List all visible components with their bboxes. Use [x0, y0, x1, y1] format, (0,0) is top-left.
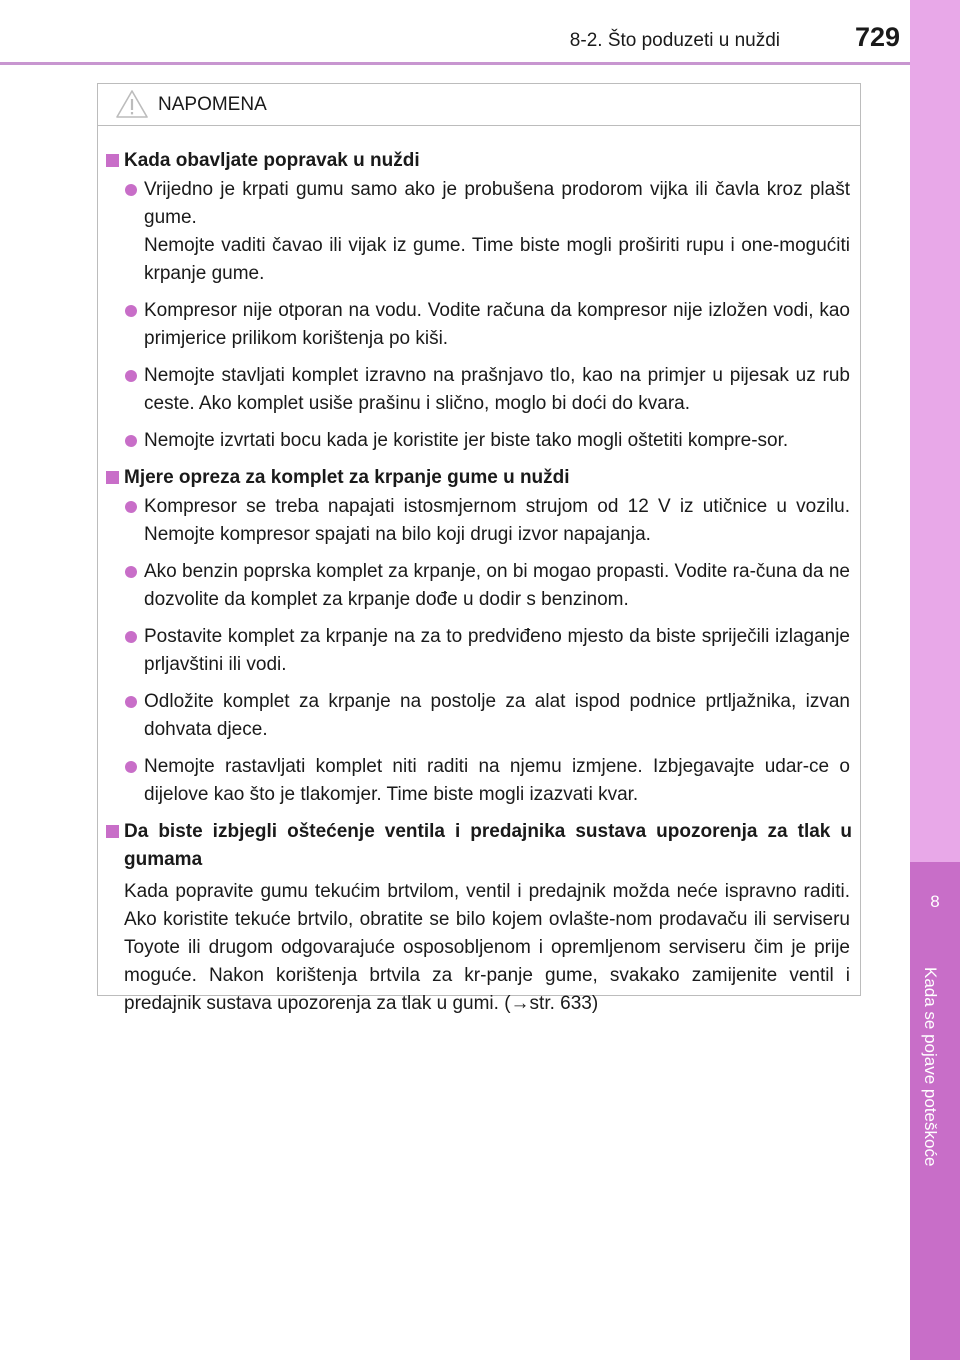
- square-bullet-icon: [106, 471, 119, 484]
- list-item: [106, 297, 852, 353]
- list-item-text: Nemojte stavljati komplet izravno na prašnjavo tlo, kao na primjer u pijesak uz rub ceste. Ako komplet usiše prašinu i slično, moglo bi doći do kvara.: [144, 365, 850, 414]
- list-item-text: Kompresor nije otporan na vodu. Vodite računa da kompresor nije izložen vodi, kao primjerice prilikom korištenja po kiši.: [144, 300, 850, 349]
- list-item-text: Postavite komplet za krpanje na za to predviđeno mjesto da biste spriječili izlaganje prljavštini ili vodi.: [144, 626, 850, 675]
- square-bullet-icon: [106, 154, 119, 167]
- list-item-text: Ako benzin poprska komplet za krpanje, on bi mogao propasti. Vodite ra-čuna da ne dozvolite da komplet za krpanje dođe u dodir s benzinom.: [144, 561, 850, 610]
- dot-bullet-icon: [125, 761, 137, 773]
- section-heading: [106, 147, 852, 175]
- list-item: [106, 362, 852, 418]
- dot-bullet-icon: [125, 370, 137, 382]
- list-item: [106, 688, 852, 744]
- list-item: [106, 176, 852, 288]
- list-item-text: Kompresor se treba napajati istosmjernom strujom od 12 V iz utičnice u vozilu. Nemojte kompresor spajati na bilo koji drugi izvor napajanja.: [144, 496, 850, 545]
- list-item: [106, 493, 852, 549]
- list-item: [106, 427, 852, 455]
- section-heading-text: Da biste izbjegli oštećenje ventila i predajnika sustava upozorenja za tlak u gumama: [124, 821, 852, 870]
- dot-bullet-icon: [125, 435, 137, 447]
- caution-header: [98, 84, 860, 126]
- chapter-title: Kada se pojave poteškoće: [921, 967, 940, 1167]
- list-item-text: Vrijedno je krpati gumu samo ako je probušena prodorom vijka ili čavla kroz plašt gume. Nemojte vaditi čavao ili vijak iz gume. Time biste mogli proširiti rupu i one-mogućiti krpanje gume.: [144, 179, 850, 284]
- caution-box: [97, 83, 861, 1014]
- chapter-tab: [910, 862, 960, 1360]
- body-paragraph: [106, 878, 852, 1018]
- paragraph-text: Kada popravite gumu tekućim brtvilom, ventil i predajnik možda neće ispravno raditi. Ako koristite tekuće brtvilo, obratite se bilo kojem ovlašte-nom prodavaču ili serviseru Toyote ili drugom odgovarajuće osposobljenom i opremljenom serviseru čim je prije moguće. Nakon korištenja brtvila za kr-panje gume, svakako zamijenite ventil i predajnik sustava upozorenja za tlak u gumi. (→str. 633): [124, 881, 850, 1014]
- dot-bullet-icon: [125, 631, 137, 643]
- list-item: [106, 558, 852, 614]
- section-heading-text: Kada obavljate popravak u nuždi: [124, 150, 420, 171]
- caution-label: NAPOMENA: [158, 94, 267, 115]
- header-rule: [0, 62, 910, 65]
- dot-bullet-icon: [125, 184, 137, 196]
- square-bullet-icon: [106, 825, 119, 838]
- section-heading: [106, 464, 852, 492]
- section-heading: [106, 818, 852, 874]
- section-heading-text: Mjere opreza za komplet za krpanje gume u nuždi: [124, 467, 570, 488]
- dot-bullet-icon: [125, 501, 137, 513]
- caution-body: [98, 126, 860, 1018]
- list-item: [106, 623, 852, 679]
- dot-bullet-icon: [125, 566, 137, 578]
- page-number: 729: [854, 22, 900, 52]
- list-item-text: Nemojte rastavljati komplet niti raditi na njemu izmjene. Izbjegavajte udar-ce o dijelove kao što je tlakomjer. Time biste mogli izazvati kvar.: [144, 756, 850, 805]
- dot-bullet-icon: [125, 696, 137, 708]
- chapter-number: 8: [930, 892, 940, 911]
- dot-bullet-icon: [125, 305, 137, 317]
- list-item-text: Nemojte izvrtati bocu kada je koristite jer biste tako mogli oštetiti kompre-sor.: [144, 430, 789, 451]
- warning-triangle-icon: [115, 89, 149, 119]
- list-item: [106, 753, 852, 809]
- running-head: 8-2. Što poduzeti u nuždi: [569, 30, 780, 51]
- list-item-text: Odložite komplet za krpanje na postolje za alat ispod podnice prtljažnika, izvan dohvata djece.: [144, 691, 850, 740]
